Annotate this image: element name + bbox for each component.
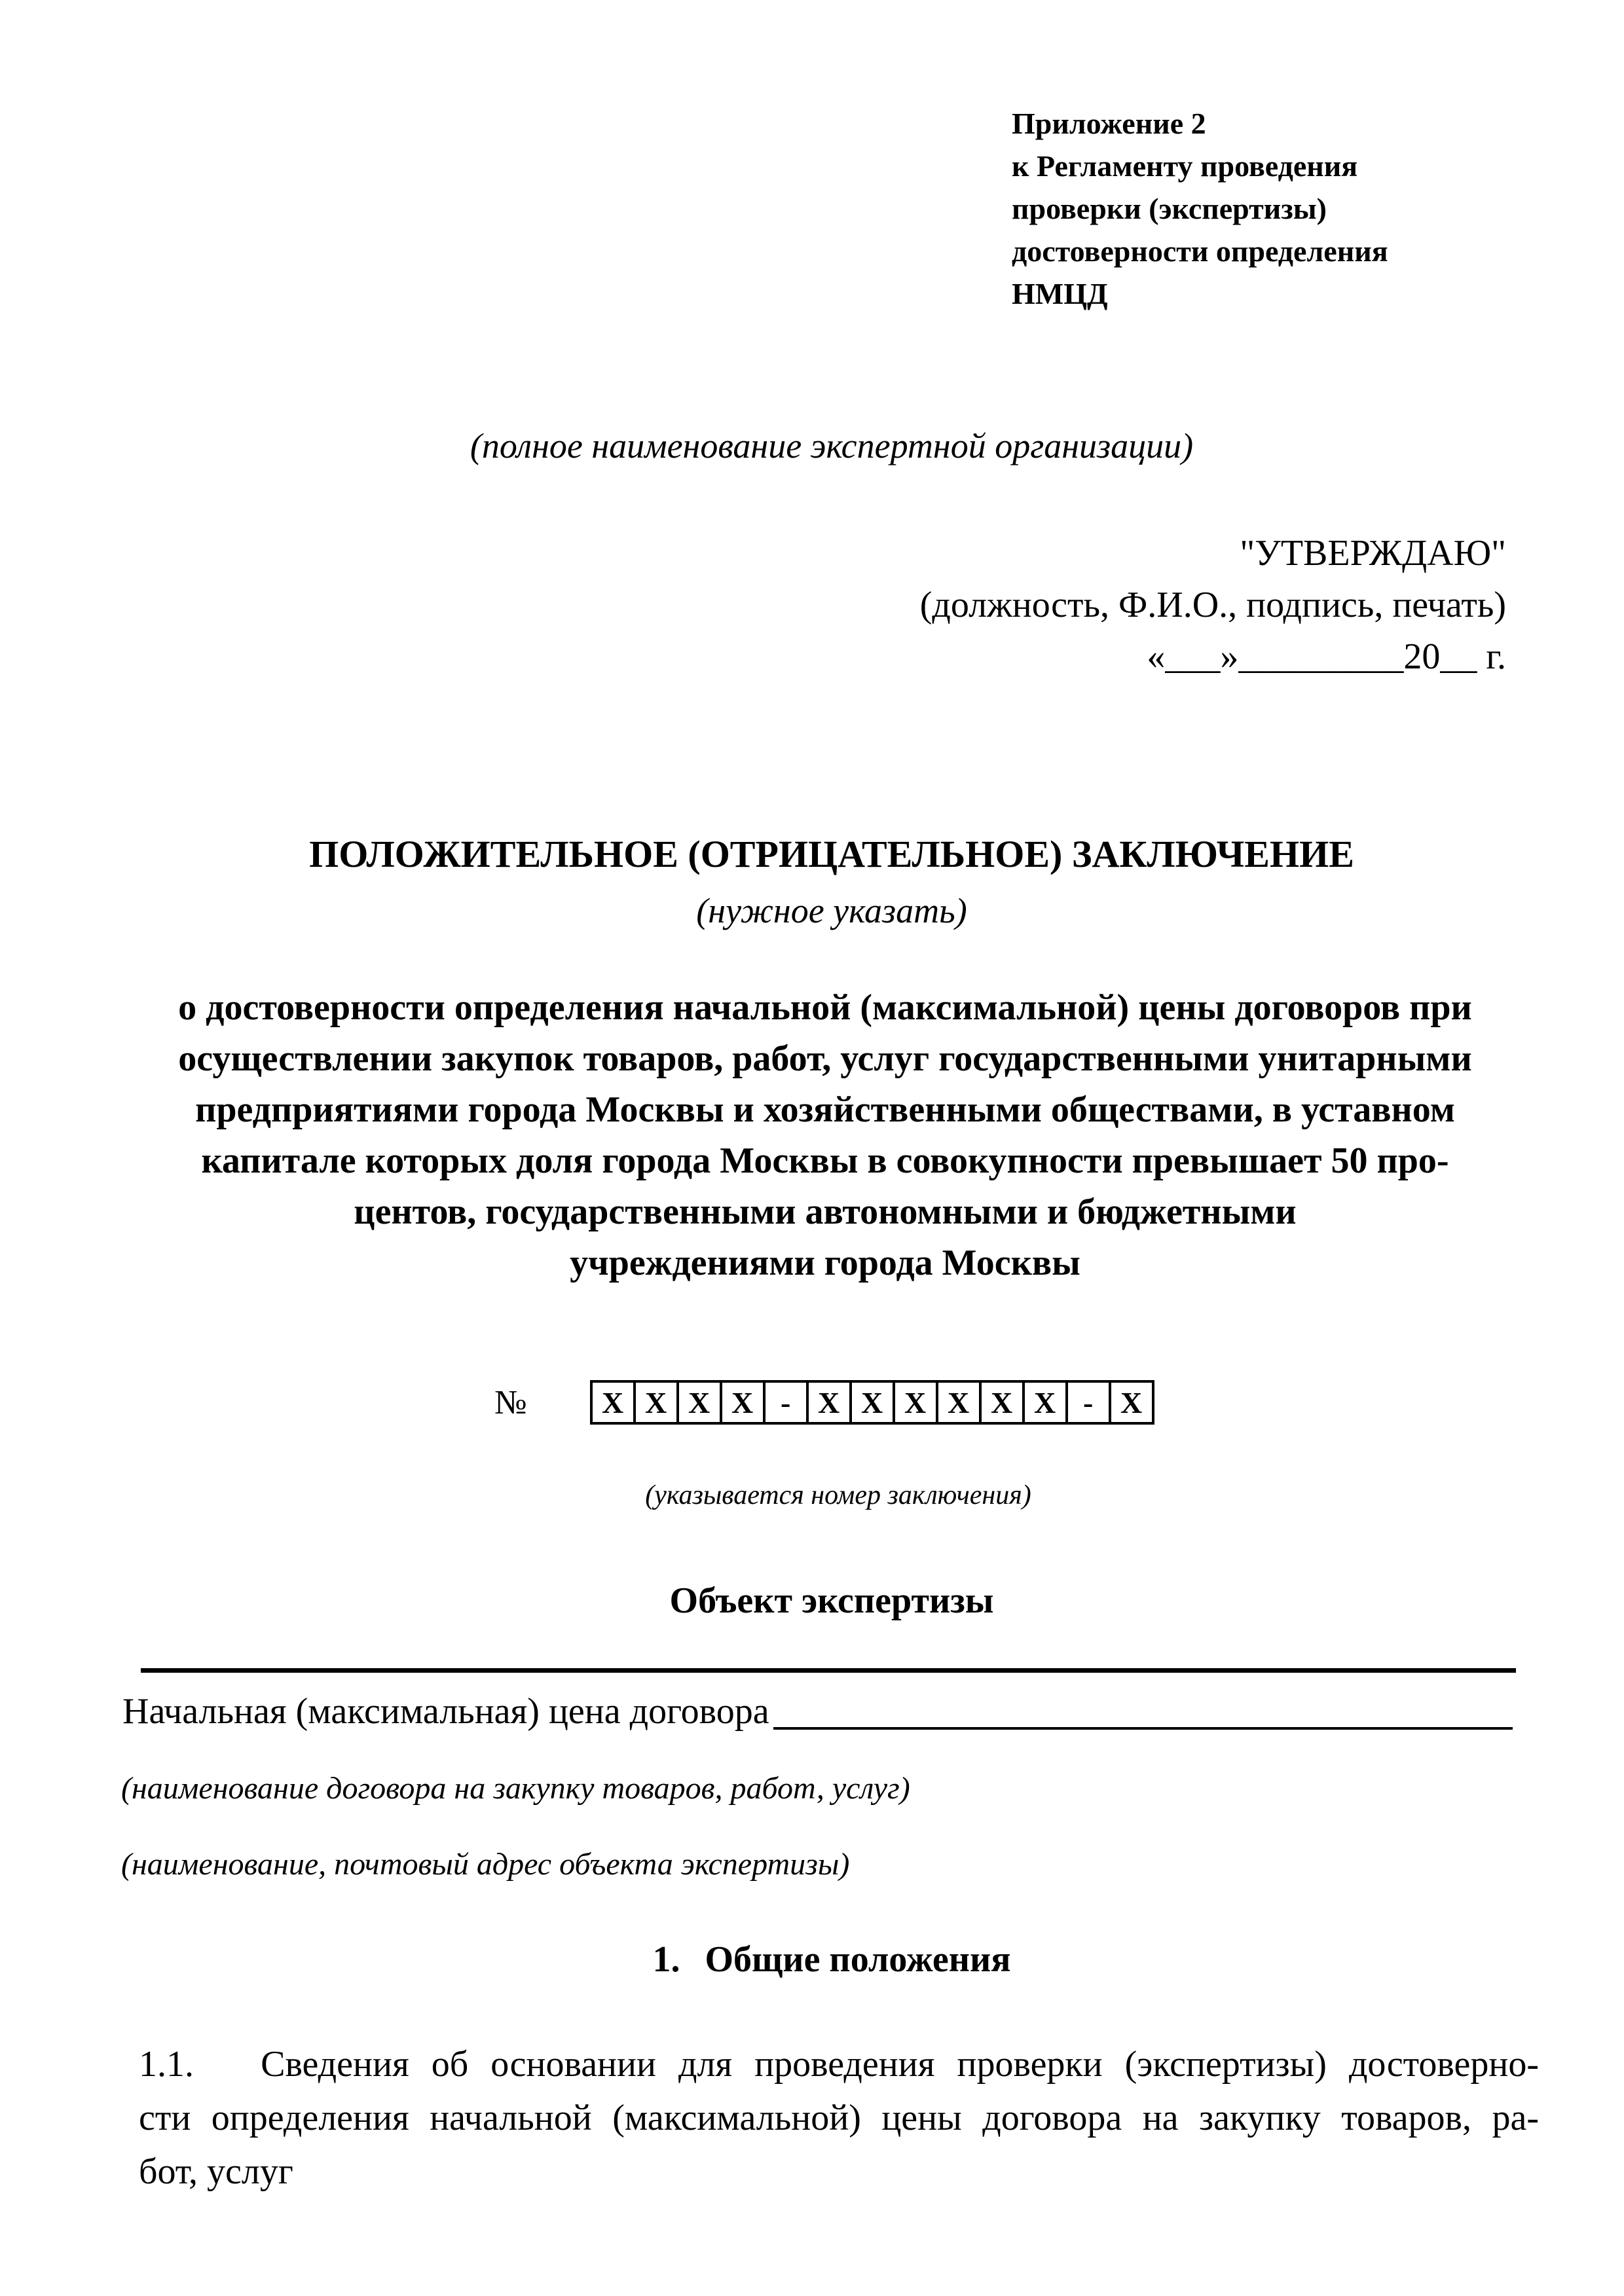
section-1-title: Общие положения [705,1939,1011,1980]
appendix-reference [1012,102,1496,315]
subject-line: центов, государственными автономными и бюджетными [354,1192,1297,1232]
price-row [122,1688,1513,1735]
contract-name-caption: (наименование договора на закупку товаров, работ, услуг) [121,1771,910,1806]
section-1-number: 1. [652,1939,680,1980]
number-cell: - [1065,1380,1111,1425]
subject-line: о достоверности определения начальной (максимальной) цены договоров при [178,987,1472,1028]
conclusion-number-row [494,1380,1154,1425]
number-cell: X [1109,1380,1154,1425]
appendix-line: достоверности определения [1012,234,1388,268]
org-name-caption: (полное наименование экспертной организации) [470,426,1194,465]
fill-line-price [773,1727,1513,1730]
number-cell: X [849,1380,895,1425]
fill-line-contract-name [141,1668,1516,1673]
subject-line: учреждениями города Москвы [570,1243,1080,1283]
number-cell: X [720,1380,766,1425]
subject-paragraph [118,982,1532,1288]
appendix-line: НМЦД [1012,277,1108,310]
clause-1-1 [139,2037,1539,2198]
number-sign: № [494,1383,527,1421]
object-heading: Объект экспертизы [669,1580,994,1621]
number-cell: - [763,1380,809,1425]
approval-block [851,528,1506,683]
number-caption: (указывается номер заключения) [645,1480,1031,1510]
title-note: (нужное указать) [696,891,967,930]
approver-details-caption: (должность, Ф.И.О., подпись, печать) [919,585,1506,625]
appendix-line: к Регламенту проведения [1012,149,1358,183]
number-cell: X [676,1380,722,1425]
number-cell: X [633,1380,679,1425]
section-1-heading [138,1935,1526,1984]
appendix-line: Приложение 2 [1012,107,1206,140]
subject-line: капитале которых доля города Москвы в совокупности превышает 50 про- [201,1140,1449,1181]
price-label: Начальная (максимальная) цена договора [122,1691,769,1732]
number-cells-grid [590,1380,1154,1425]
number-cell: X [979,1380,1025,1425]
number-cell: X [590,1380,636,1425]
object-address-caption: (наименование, почтовый адрес объекта экспертизы) [121,1847,850,1882]
clause-line: 1.1. Сведения об основании для проведения проверки (экспертизы) достоверно- [139,2044,1539,2085]
number-cell: X [936,1380,982,1425]
subject-line: осуществлении закупок товаров, работ, услуг государственными унитарными [178,1038,1472,1079]
subject-line: предприятиями города Москвы и хозяйственными обществами, в уставном [195,1089,1455,1130]
page-title: ПОЛОЖИТЕЛЬНОЕ (ОТРИЦАТЕЛЬНОЕ) ЗАКЛЮЧЕНИЕ [309,833,1354,875]
number-cell: X [806,1380,852,1425]
clause-line: бот, услуг [139,2151,293,2192]
clause-line: сти определения начальной (максимальной) цены договора на закупку товаров, ра- [139,2098,1539,2138]
number-cell: X [1022,1380,1068,1425]
appendix-line: проверки (экспертизы) [1012,192,1327,225]
approval-date-line: «___»_________20__ г. [1147,636,1506,677]
approve-label: "УТВЕРЖДАЮ" [1240,533,1506,574]
number-cell: X [893,1380,938,1425]
